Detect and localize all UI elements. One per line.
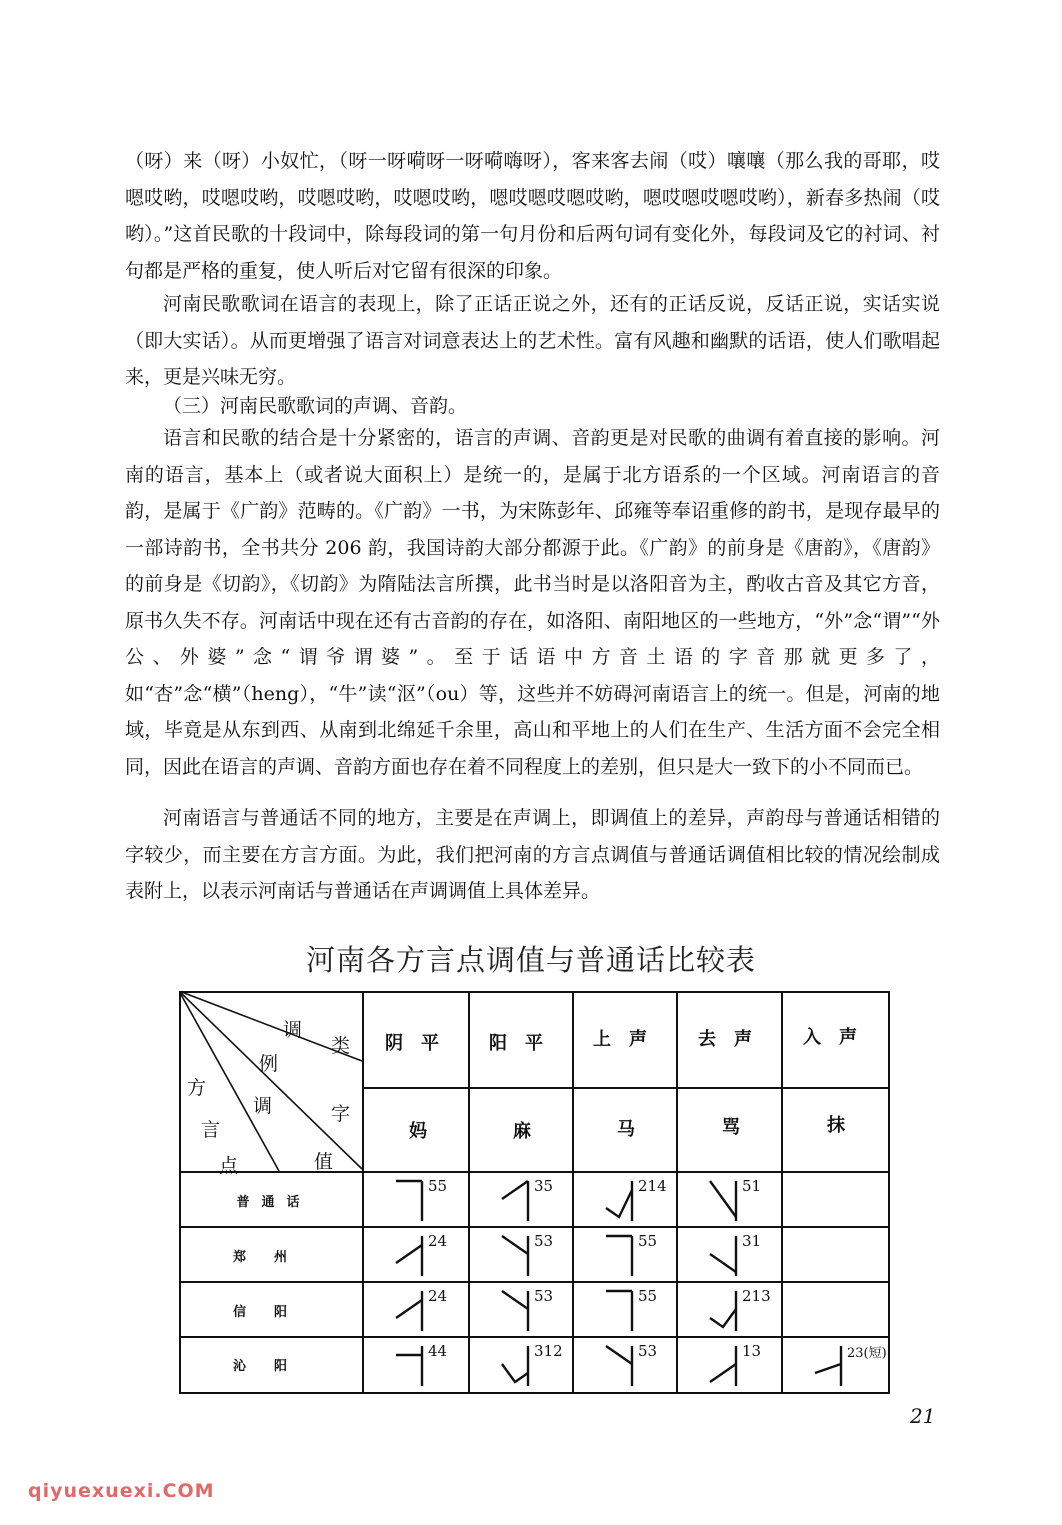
tone-contour-icon	[392, 1342, 432, 1390]
corner-label-diao2: 调	[253, 1095, 273, 1117]
table-divider	[179, 1336, 890, 1338]
tone-mark	[602, 1287, 672, 1335]
corner-label-dian: 点	[219, 1155, 239, 1177]
tone-value: 55	[638, 1287, 658, 1305]
tone-mark	[602, 1232, 672, 1280]
tone-mark	[811, 1342, 887, 1390]
tone-value: 53	[638, 1342, 658, 1360]
tone-mark	[706, 1232, 776, 1280]
tone-mark	[392, 1177, 462, 1225]
corner-label-fang: 方	[187, 1077, 207, 1099]
tone-contour-icon	[392, 1177, 432, 1225]
corner-label-diao: 调	[283, 1019, 303, 1041]
example-char-ma4: 骂	[722, 1117, 740, 1138]
tone-contour-icon	[392, 1232, 432, 1280]
tone-mark	[498, 1177, 568, 1225]
tone-contour-icon	[602, 1177, 642, 1225]
page-number: 21	[910, 1404, 936, 1428]
table-title: 河南各方言点调值与普通话比较表	[305, 943, 756, 977]
section-heading-tones: （三）河南民歌歌词的声调、音韵。	[163, 395, 468, 417]
corner-diagonal-lines	[179, 991, 364, 1173]
tone-mark	[602, 1342, 672, 1390]
tone-mark	[498, 1287, 568, 1335]
tone-value: 55	[428, 1177, 448, 1195]
paragraph-comparison-intro: 河南语言与普通话不同的地方，主要是在声调上，即调值上的差异，声韵母与普通话相错的字较少，而主要在方言方面。为此，我们把河南的方言点调值与普通话调值相比较的情况绘制成表附上，以表示河南话与普通话在声调调值上具体差异。	[125, 807, 940, 902]
tone-comparison-table	[179, 991, 890, 1394]
tone-value: 35	[534, 1177, 554, 1195]
tone-contour-icon	[602, 1342, 642, 1390]
tone-value: 13	[742, 1342, 762, 1360]
tone-value: 312	[534, 1342, 563, 1360]
tone-contour-line	[502, 1364, 528, 1382]
table-divider	[179, 1281, 890, 1283]
tone-contour-line	[606, 1346, 632, 1364]
tone-contour-icon	[706, 1287, 746, 1335]
tone-contour-icon	[498, 1287, 538, 1335]
column-header-shangsheng: 上声	[593, 1029, 665, 1050]
tone-contour-line	[710, 1309, 736, 1327]
row-header-xinyang: 信阳	[232, 1305, 315, 1320]
row-header-zhengzhou: 郑州	[232, 1250, 315, 1265]
tone-contour-line	[396, 1245, 422, 1263]
example-char-ma2: 麻	[513, 1121, 531, 1142]
tone-value: 214	[638, 1177, 667, 1195]
example-char-mo: 抹	[827, 1115, 845, 1136]
tone-mark	[498, 1342, 568, 1390]
tone-value: 53	[534, 1287, 554, 1305]
tone-mark	[392, 1232, 462, 1280]
tone-contour-icon	[706, 1232, 746, 1280]
paragraph-language-tones: 语言和民歌的结合是十分紧密的，语言的声调、音韵更是对民歌的曲调有着直接的影响。河南的语言，基本上（或者说大面积上）是统一的，是属于北方语系的一个区域。河南语言的音韵，是属于《广韵》范畴的。《广韵》一书，为宋陈彭年、邱雍等奉诏重修的韵书，是现存最早的一部诗韵书，全书共分 206 韵，我国诗韵大部分都源于此。《广韵》的前身是《唐韵》，《唐韵》的前身是《切韵》，《切韵》为隋陆法言所撰，此书当时是以洛阳音为主，酌收古音及其它方音，原书久失不存。河南话中现在还有古音韵的存在，如洛阳、南阳地区的一些地方，“外”念“谓”“外公、外婆”念“谓爷谓婆”。至于话语中方音土语的字音那就更多了，如“杏”念“横”（heng），“牛”读“沤”（ou）等，这些并不妨碍河南语言上的统一。但是，河南的地域，毕竟是从东到西、从南到北绵延千余里，高山和平地上的人们在生产、生活方面不会完全相同，因此在语言的声调、音韵方面也存在着不同程度上的差别，但只是大一致下的小不同而已。	[125, 427, 940, 778]
tone-contour-line	[710, 1254, 736, 1272]
table-divider	[781, 991, 783, 1394]
tone-contour-icon	[602, 1287, 642, 1335]
corner-label-li: 例	[259, 1053, 279, 1075]
tone-value: 213	[742, 1287, 771, 1305]
tone-value: 24	[428, 1287, 448, 1305]
tone-value: 31	[742, 1232, 762, 1250]
tone-mark	[706, 1342, 776, 1390]
row-header-putonghua: 普通话	[236, 1195, 312, 1210]
tone-contour-line	[606, 1190, 632, 1217]
tone-mark	[706, 1287, 776, 1335]
tone-mark	[602, 1177, 672, 1225]
column-header-qusheng: 去声	[698, 1029, 770, 1050]
tone-contour-icon	[392, 1287, 432, 1335]
tone-contour-icon	[498, 1177, 538, 1225]
tone-contour-icon	[498, 1342, 538, 1390]
corner-label-yan: 言	[201, 1119, 221, 1141]
column-header-yangping: 阳平	[489, 1033, 561, 1054]
table-divider	[179, 1226, 890, 1228]
tone-mark	[392, 1342, 462, 1390]
tone-contour-icon	[706, 1342, 746, 1390]
corner-label-zhi: 值	[314, 1151, 334, 1173]
tone-contour-icon	[811, 1342, 851, 1390]
tone-contour-line	[502, 1291, 528, 1309]
tone-contour-icon	[498, 1232, 538, 1280]
column-header-yinping: 阴平	[385, 1033, 457, 1054]
paragraph-lyrics-expression: 河南民歌歌词在语言的表现上，除了正话正说之外，还有的正话反说，反话正说，实话实说（即大实话）。从而更增强了语言对词意表达上的艺术性。富有风趣和幽默的话语，使人们歌唱起来，更是兴味无穷。	[125, 293, 940, 388]
column-header-rusheng: 入声	[803, 1027, 875, 1048]
table-divider	[676, 991, 678, 1394]
tone-mark	[706, 1177, 776, 1225]
tone-contour-line	[502, 1236, 528, 1254]
tone-contour-line	[396, 1300, 422, 1318]
corner-label-lei: 类	[331, 1035, 351, 1057]
tone-value: 23(短)	[847, 1346, 887, 1361]
tone-contour-line	[710, 1181, 736, 1217]
tone-value: 24	[428, 1232, 448, 1250]
tone-contour-line	[502, 1181, 528, 1199]
tone-contour-line	[710, 1364, 736, 1382]
tone-value: 53	[534, 1232, 554, 1250]
corner-label-zi: 字	[331, 1103, 351, 1125]
paragraph-folk-song-repetition: （呀）来（呀）小奴忙，（呀一呀嗬呀一呀嗬嗨呀），客来客去闹（哎）嚷嚷（那么我的哥耶，哎嗯哎哟，哎嗯哎哟，哎嗯哎哟，哎嗯哎哟，嗯哎嗯哎嗯哎哟，嗯哎嗯哎嗯哎哟），新春多热闹（哎哟）。”这首民歌的十段词中，除每段词的第一句月份和后两句词有变化外，每段词及它的衬词、衬句都是严格的重复，使人听后对它留有很深的印象。	[125, 150, 940, 282]
tone-contour-line	[815, 1364, 841, 1373]
example-char-ma3: 马	[617, 1119, 635, 1140]
tone-mark	[498, 1232, 568, 1280]
example-char-ma1: 妈	[409, 1121, 427, 1142]
table-divider	[362, 1087, 890, 1089]
tone-value: 51	[742, 1177, 762, 1195]
tone-contour-icon	[706, 1177, 746, 1225]
site-watermark: qiyuexuexi.COM	[28, 1480, 215, 1502]
tone-value: 44	[428, 1342, 448, 1360]
row-header-qinyang: 沁阳	[232, 1359, 315, 1374]
tone-mark	[392, 1287, 462, 1335]
tone-value: 55	[638, 1232, 658, 1250]
tone-contour-icon	[602, 1232, 642, 1280]
